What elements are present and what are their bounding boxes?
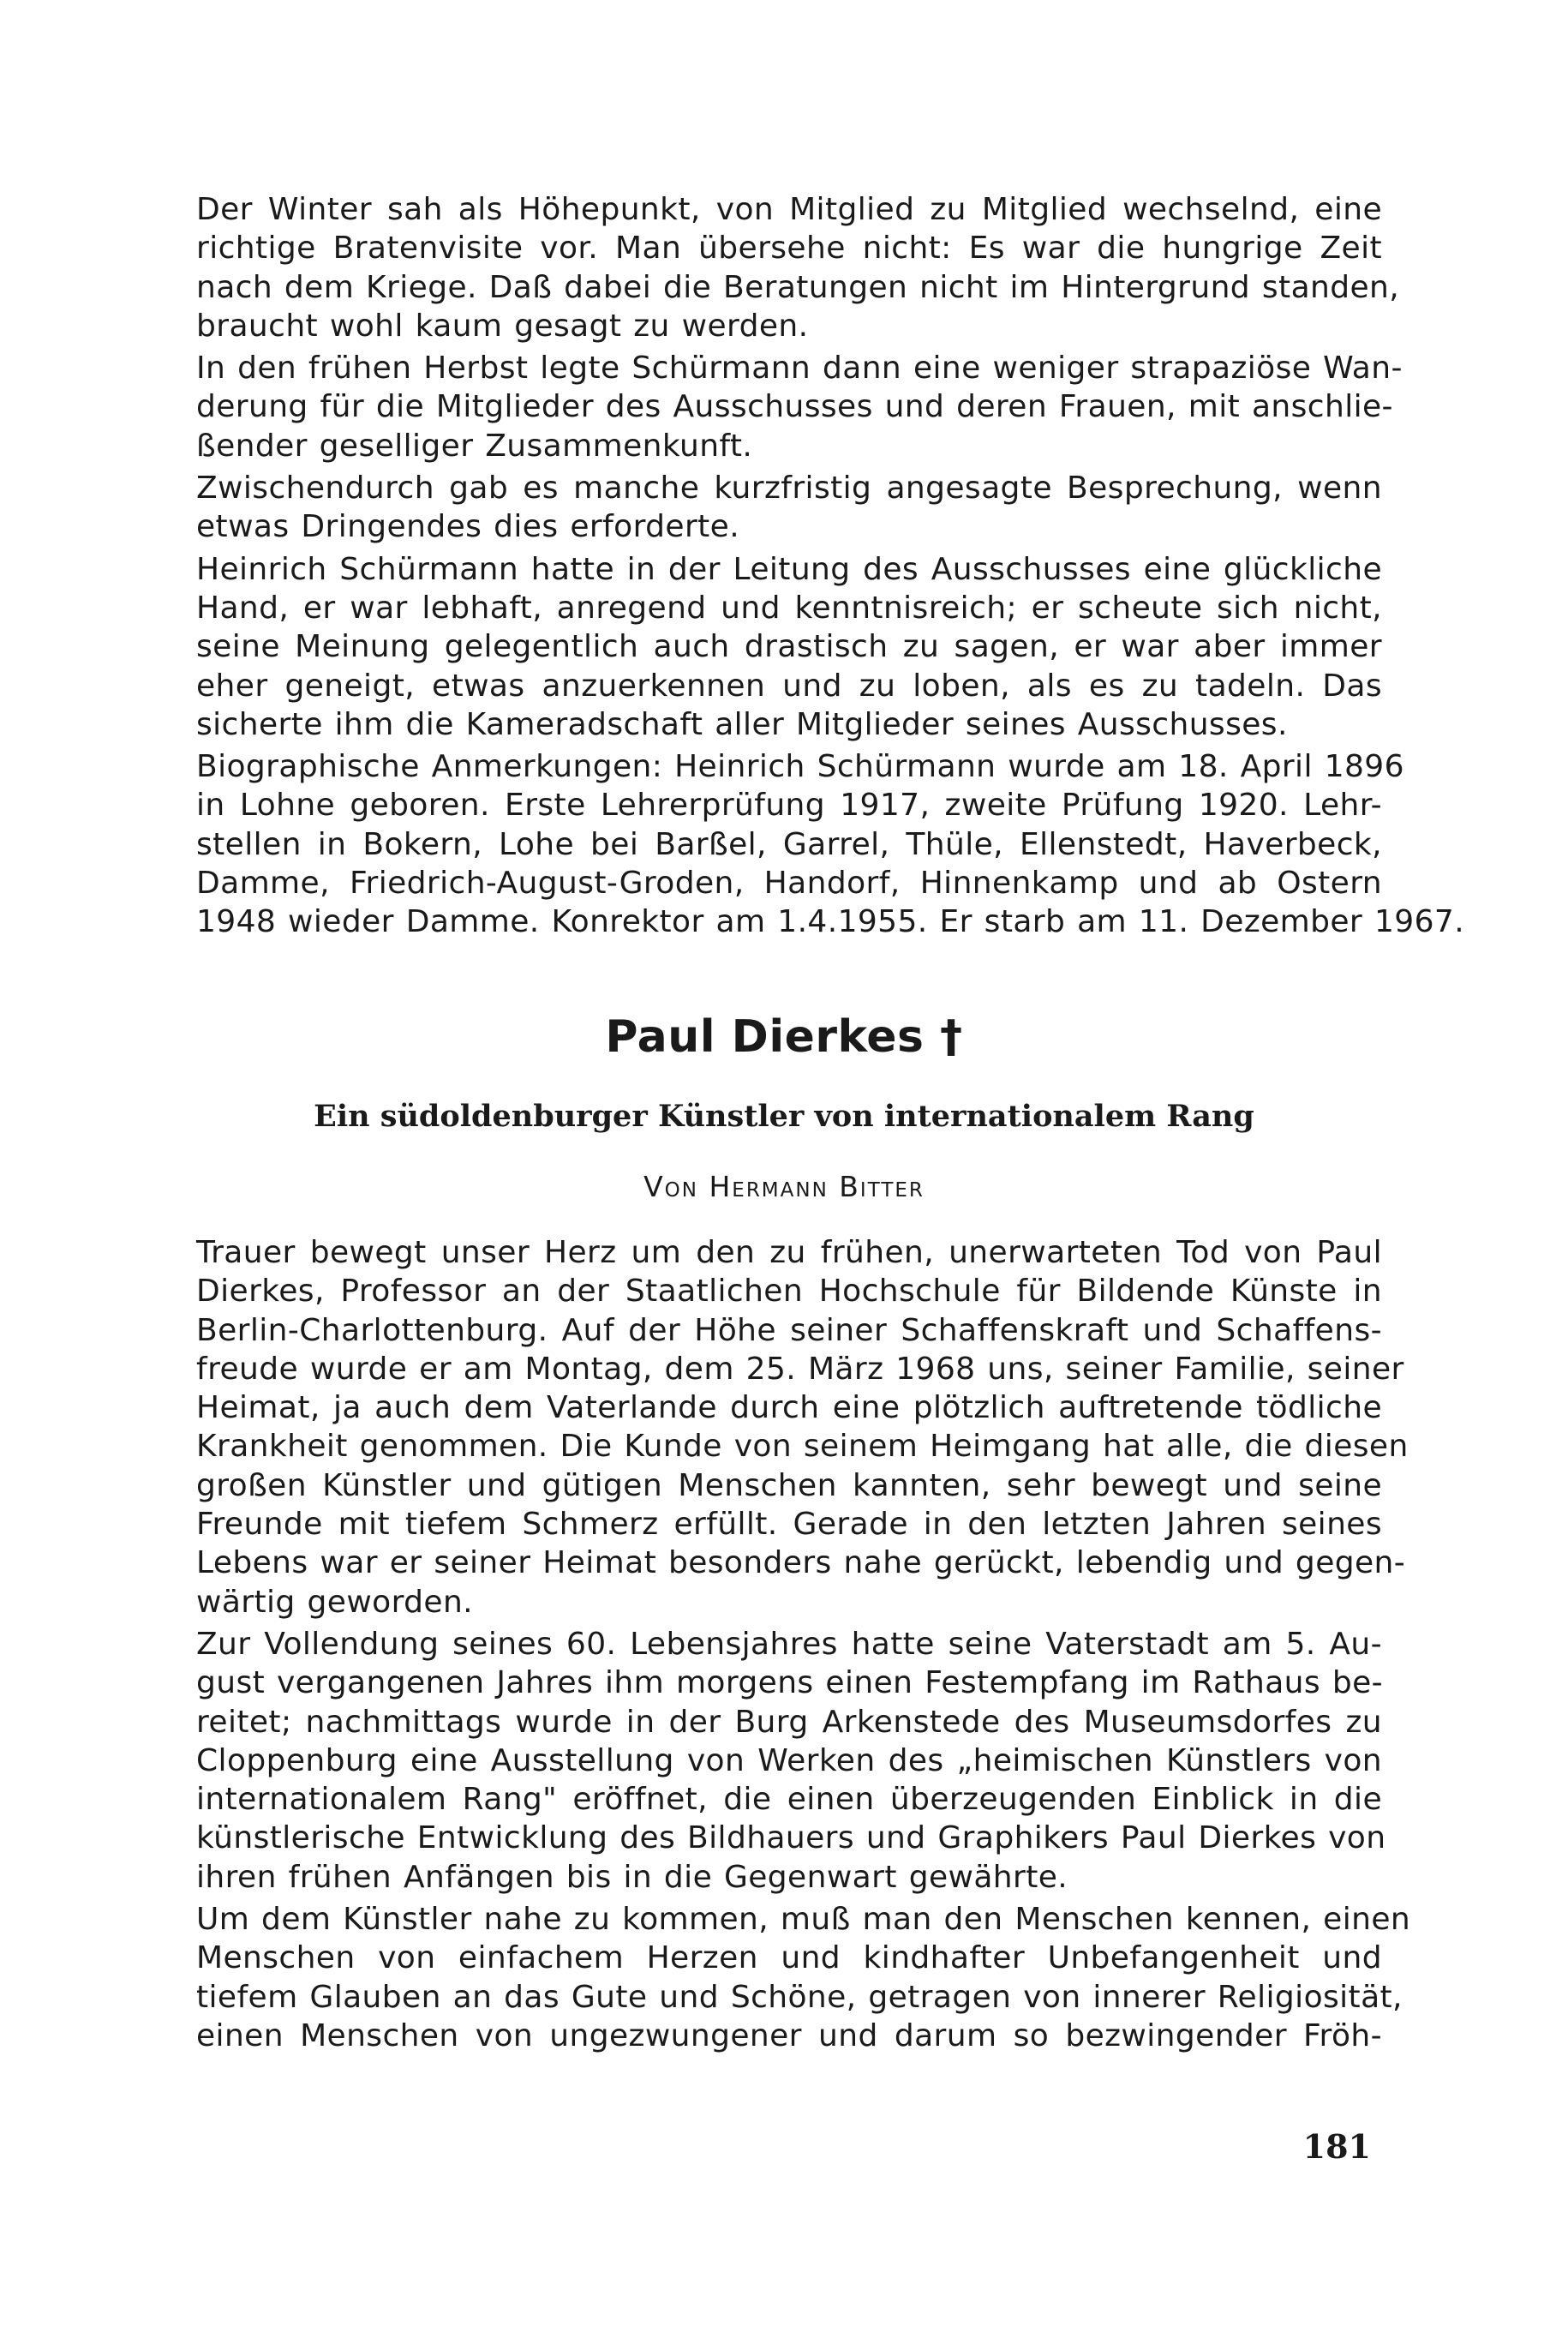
text-line: Biographische Anmerkungen: Heinrich Schürmann wurde am 18. April 1896 [196,749,1404,785]
text-line: Lebens war er seiner Heimat besonders nahe gerückt, lebendig und gegen- [196,1545,1406,1581]
text-line: reitet; nachmittags wurde in der Burg Arkenstede des Museumsdorfes zu [196,1704,1382,1740]
text-line: tiefem Glauben an das Gute und Schöne, getragen von innerer Religiosität, [196,1979,1403,2015]
text-line: richtige Bratenvisite vor. Man übersehe nicht: Es war die hungrige Zeit [196,231,1382,267]
paragraph [196,469,1382,547]
text-line: Damme, Friedrich-August-Groden, Handorf, Hinnenkamp und ab Ostern [196,866,1382,902]
text-line: Krankheit genommen. Die Kunde von seinem Heimgang hat alle, die diesen [196,1429,1409,1465]
text-line: In den frühen Herbst legte Schürmann dann eine weniger strapaziöse Wan- [196,351,1403,387]
text-line: sicherte ihm die Kameradschaft aller Mitglieder seines Ausschusses. [196,706,1288,742]
paragraph [196,747,1465,941]
text-line: stellen in Bokern, Lohe bei Barßel, Garrel, Thüle, Ellenstedt, Haverbeck, [196,826,1382,862]
text-line: seine Meinung gelegentlich auch drastisch zu sagen, er war aber immer [196,629,1382,665]
article-subtitle: Ein südoldenburger Künstler von internationalem Rang [314,1099,1254,1134]
article-body [196,1233,1411,2059]
paragraph [196,349,1403,465]
text-line: Zwischendurch gab es manche kurzfristig angesagte Besprechung, wenn [196,471,1382,507]
text-line: Um dem Künstler nahe zu kommen, muß man den Menschen kennen, einen [196,1902,1411,1938]
text-line: braucht wohl kaum gesagt zu werden. [196,308,809,344]
text-line: eher geneigt, etwas anzuerkennen und zu loben, als es zu tadeln. Das [196,668,1382,704]
text-line: Menschen von einfachem Herzen und kindhafter Unbefangenheit und [196,1940,1382,1976]
text-line: gust vergangenen Jahres ihm morgens einen Festempfang im Rathaus be- [196,1665,1384,1701]
text-line: freude wurde er am Montag, dem 25. März 1968 uns, seiner Familie, seiner [196,1351,1404,1387]
text-line: Heinrich Schürmann hatte in der Leitung des Ausschusses eine glückliche [196,551,1382,587]
top-section [196,190,1465,945]
paragraph [196,1625,1386,1897]
text-line: wärtig geworden. [196,1584,474,1620]
text-line: Heimat, ja auch dem Vaterlande durch eine plötzlich auftretende tödliche [196,1390,1382,1426]
text-line: Der Winter sah als Höhepunkt, von Mitglied zu Mitglied wechselnd, eine [196,192,1382,227]
paragraph [196,1900,1411,2055]
text-line: Zur Vollendung seines 60. Lebensjahres hatte seine Vaterstadt am 5. Au- [196,1626,1382,1662]
text-line: Berlin-Charlottenburg. Auf der Höhe seiner Schaffenskraft und Schaffens- [196,1312,1382,1348]
article-byline: Von Hermann Bitter [643,1170,925,1203]
text-line: künstlerische Entwicklung des Bildhauers und Graphikers Paul Dierkes von [196,1820,1386,1856]
paragraph [196,1233,1409,1622]
text-line: derung für die Mitglieder des Ausschusses und deren Frauen, mit anschlie- [196,389,1393,425]
text-line: Dierkes, Professor an der Staatlichen Hochschule für Bildende Künste in [196,1274,1382,1310]
text-line: in Lohne geboren. Erste Lehrerprüfung 1917, zweite Prüfung 1920. Lehr- [196,788,1382,824]
paragraph [196,190,1400,345]
text-line: Cloppenburg eine Ausstellung von Werken des „heimischen Künstlers von [196,1742,1382,1778]
text-line: 1948 wieder Damme. Konrektor am 1.4.1955. Er starb am 11. Dezember 1967. [196,904,1465,940]
text-line: Hand, er war lebhaft, anregend und kenntnisreich; er scheute sich nicht, [196,590,1382,626]
text-line: etwas Dringendes dies erforderte. [196,509,740,545]
text-line: Freunde mit tiefem Schmerz erfüllt. Gerade in den letzten Jahren seines [196,1507,1382,1543]
page-number: 181 [1302,2127,1371,2166]
text-line: nach dem Kriege. Daß dabei die Beratungen nicht im Hintergrund standen, [196,269,1400,305]
paragraph [196,550,1382,744]
text-line: Trauer bewegt unser Herz um den zu frühen, unerwarteten Tod von Paul [196,1235,1382,1270]
text-line: ßender geselliger Zusammenkunft. [196,428,753,464]
text-line: ihren frühen Anfängen bis in die Gegenwart gewährte. [196,1859,1068,1895]
text-line: internationalem Rang" eröffnet, die einen überzeugenden Einblick in die [196,1782,1382,1818]
article-title: Paul Dierkes † [605,1011,963,1063]
text-line: einen Menschen von ungezwungener und darum so bezwingender Fröh- [196,2017,1382,2053]
text-line: großen Künstler und gütigen Menschen kannten, sehr bewegt und seine [196,1467,1382,1503]
